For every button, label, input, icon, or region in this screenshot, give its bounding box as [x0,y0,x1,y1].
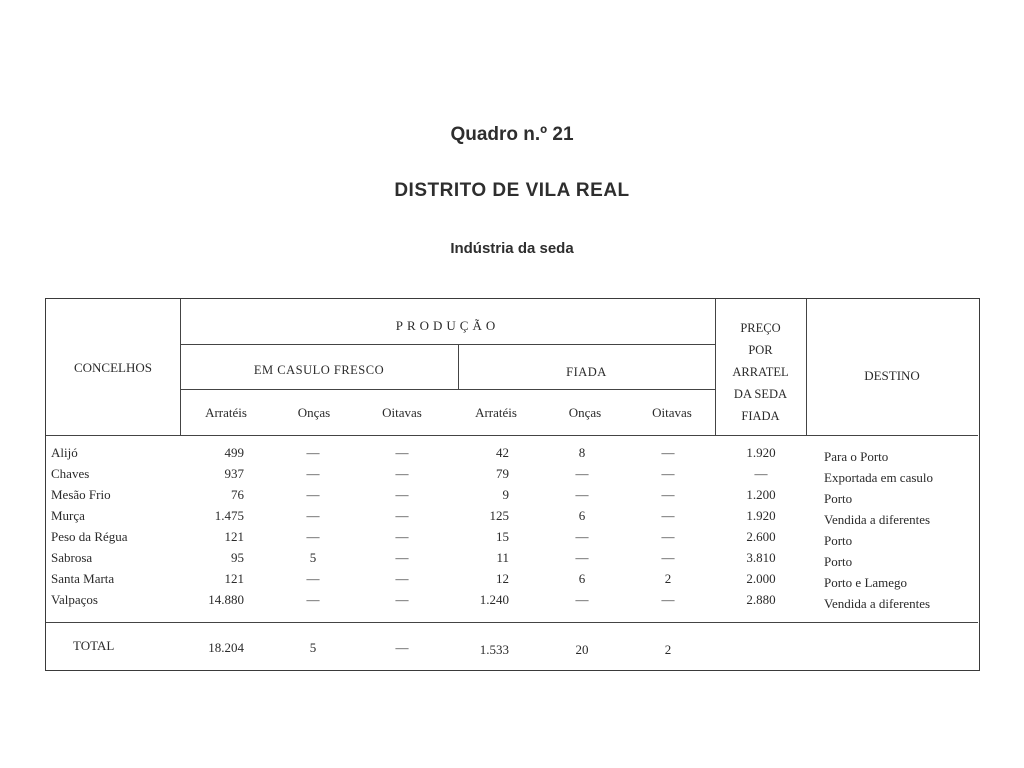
header-concelhos: CONCELHOS [73,360,152,375]
cell-concelho: Santa Marta [51,571,115,586]
cell-fiada-oitavas: — [661,445,675,460]
cell-destino: Vendida a diferentes [824,596,931,611]
cell-casulo-arrateis: 95 [231,550,244,565]
cell-fiada-arrateis: 79 [496,466,509,481]
cell-destino: Porto [824,554,853,569]
cell-fiada-oitavas: — [661,466,675,481]
header-preco [715,317,806,427]
header-preco-line: ARRATEL [732,365,789,379]
cell-fiada-oitavas: 2 [664,571,672,586]
total-casulo-oncas: 5 [309,640,317,655]
header-preco-line: DA SEDA [733,387,788,401]
header-preco-line: POR [748,343,773,357]
cell-fiada-oncas: 6 [578,508,586,523]
cell-casulo-oitavas: — [395,550,409,565]
total-label: TOTAL [73,638,115,653]
cell-fiada-arrateis: 12 [496,571,509,586]
header-casulo: EM CASULO FRESCO [253,363,385,377]
cell-fiada-oitavas: — [661,529,675,544]
cell-casulo-oncas: — [306,508,320,523]
district-heading: DISTRITO DE VILA REAL [394,180,630,201]
header-preco-line: PREÇO [740,321,781,335]
header-fiada: FIADA [566,365,607,379]
total-fiada-arrateis: 1.533 [479,642,509,657]
total-casulo-arrateis: 18.204 [208,640,244,655]
cell-casulo-oncas: — [306,445,320,460]
cell-fiada-arrateis: 15 [496,529,509,544]
cell-destino: Porto [824,533,853,548]
cell-casulo-oncas: — [306,571,320,586]
cell-casulo-arrateis: 121 [224,529,244,544]
cell-casulo-oitavas: — [395,487,409,502]
cell-casulo-oitavas: — [395,529,409,544]
cell-fiada-oncas: — [575,592,589,607]
cell-destino: Para o Porto [824,449,889,464]
cell-concelho: Peso da Régua [51,529,128,544]
cell-fiada-oncas: 8 [578,445,586,460]
cell-fiada-oncas: — [575,487,589,502]
cell-destino: Exportada em casulo [824,470,934,485]
cell-casulo-oncas: — [306,466,320,481]
cell-fiada-oncas: — [575,529,589,544]
cell-concelho: Mesão Frio [51,487,111,502]
rule-producao [180,344,715,345]
cell-fiada-oitavas: — [661,550,675,565]
cell-casulo-arrateis: 121 [224,571,244,586]
cell-fiada-arrateis: 9 [502,487,509,502]
cell-preco: 1.920 [746,445,776,460]
cell-casulo-arrateis: 76 [231,487,244,502]
cell-preco: 2.880 [746,592,776,607]
cell-concelho: Murça [51,508,85,523]
cell-fiada-arrateis: 125 [489,508,509,523]
cell-fiada-arrateis: 11 [496,550,509,565]
cell-preco: 1.920 [746,508,776,523]
subheader-fiada-oitavas: Oitavas [652,405,692,420]
total-fiada-oncas: 20 [575,642,589,657]
cell-concelho: Sabrosa [51,550,93,565]
cell-fiada-oitavas: — [661,592,675,607]
cell-casulo-oitavas: — [395,466,409,481]
cell-fiada-oncas: — [575,550,589,565]
cell-concelho: Chaves [51,466,90,481]
rule-col-destino [806,299,807,435]
cell-preco: 2.000 [746,571,776,586]
cell-destino: Vendida a diferentes [824,512,931,527]
rule-subheader [180,389,715,390]
subheader-casulo-arrateis: Arratéis [205,405,247,420]
subheader-fiada-arrateis: Arratéis [475,405,517,420]
silk-production-table [45,298,980,671]
cell-casulo-oitavas: — [395,592,409,607]
cell-casulo-arrateis: 14.880 [208,592,244,607]
cell-casulo-arrateis: 937 [224,466,244,481]
rule-total [46,622,978,623]
total-casulo-oitavas: — [395,640,409,655]
cell-casulo-oncas: — [306,487,320,502]
cell-destino: Porto e Lamego [824,575,908,590]
cell-fiada-oitavas: — [661,487,675,502]
subheader-casulo-oitavas: Oitavas [382,405,422,420]
rule-header-bottom [46,435,978,436]
total-fiada-oitavas: 2 [664,642,672,657]
cell-casulo-arrateis: 499 [224,445,244,460]
cell-casulo-oncas: — [306,529,320,544]
cell-casulo-oitavas: — [395,445,409,460]
cell-preco: 2.600 [746,529,776,544]
cell-concelho: Alijó [51,445,78,460]
subheader-fiada-oncas: Onças [568,405,602,420]
cell-casulo-oitavas: — [395,508,409,523]
cell-concelho: Valpaços [51,592,98,607]
cell-fiada-arrateis: 42 [496,445,509,460]
cell-casulo-oncas: — [306,592,320,607]
cell-fiada-oncas: — [575,466,589,481]
page-title: Quadro n.º 21 [450,124,574,145]
cell-fiada-arrateis: 1.240 [479,592,509,607]
header-producao: PRODUÇÃO [395,318,500,333]
cell-preco: 1.200 [746,487,776,502]
header-destino: DESTINO [864,368,920,383]
cell-casulo-oncas: 5 [309,550,317,565]
cell-preco: — [754,466,768,481]
subheader-casulo-oncas: Onças [297,405,331,420]
cell-casulo-arrateis: 1.475 [214,508,244,523]
subtitle: Indústria da seda [450,240,574,257]
cell-preco: 3.810 [746,550,776,565]
header-preco-line: FIADA [741,409,780,423]
cell-casulo-oitavas: — [395,571,409,586]
cell-fiada-oitavas: — [661,508,675,523]
cell-destino: Porto [824,491,853,506]
cell-fiada-oncas: 6 [578,571,586,586]
